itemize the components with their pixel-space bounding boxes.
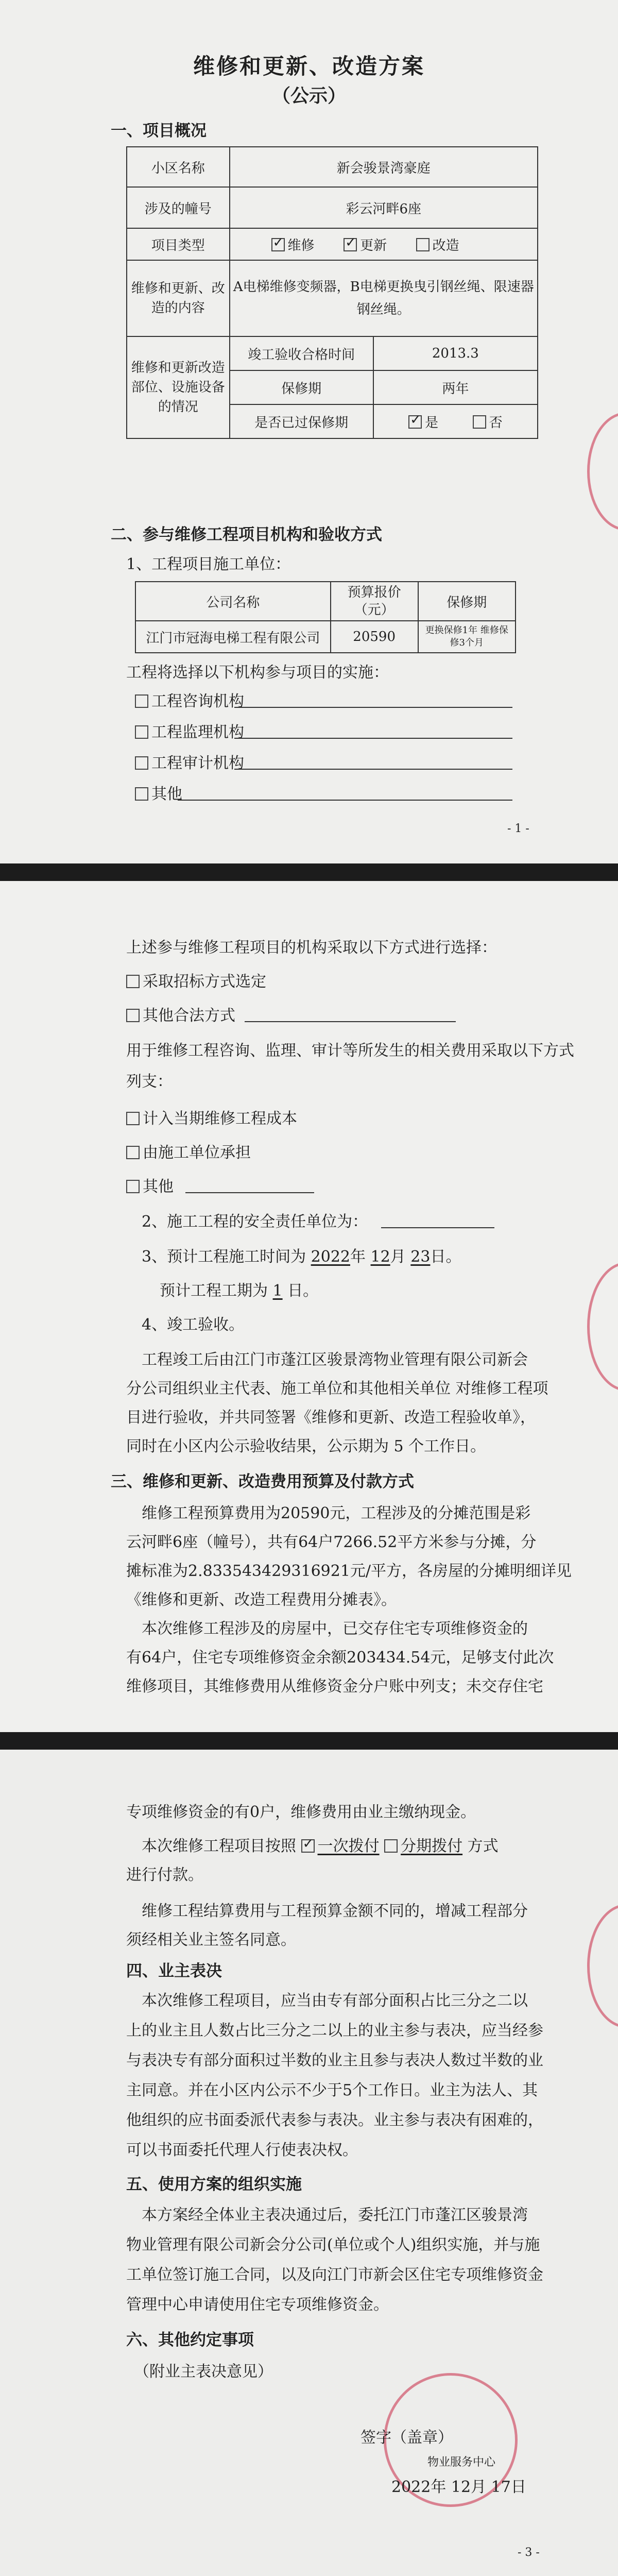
contractor-table — [135, 581, 516, 653]
budget-line-3: 摊标准为2.833543429316921元/平方，各房屋的分摊明细详见 — [126, 1562, 572, 1580]
org-supervision-checkbox[interactable] — [135, 725, 148, 739]
acceptance-line-1: 工程竣工后由江门市蓬江区骏景湾物业管理有限公司新会 — [142, 1351, 528, 1369]
section-6-heading: 六、其他约定事项 — [126, 2331, 254, 2349]
item-3-month-unit: 月 — [390, 1248, 406, 1266]
method-other-checkbox[interactable] — [126, 1009, 140, 1022]
side-seal-3 — [587, 1904, 618, 2028]
type-label: 项目类型 — [127, 228, 230, 260]
content-value: A电梯维修变频器，B电梯更换曳引钢丝绳、限速器钢丝绳。 — [230, 260, 538, 336]
vote-line-3: 与表决专有部分面积过半数的业主且参与表决人数过半数的业 — [126, 2052, 543, 2070]
sign-label: 签字（盖章） — [360, 2429, 453, 2447]
contractor-company: 江门市冠海电梯工程有限公司 — [135, 621, 331, 653]
vote-line-5: 他组织的应书面委派代表参与表决。业主参与表决有困难的， — [126, 2111, 543, 2129]
acceptance-line-2: 分公司组织业主代表、施工单位和其他相关单位 对维修工程项 — [126, 1380, 548, 1398]
date-year-unit: 年 — [431, 2478, 447, 2496]
expired-yes-checkbox[interactable] — [408, 415, 422, 429]
org-other-label: 其他 — [151, 785, 182, 803]
document-subtitle: （公示） — [271, 85, 346, 107]
fee-method-contractor-label: 由施工单位承担 — [143, 1144, 251, 1162]
pay-once-label: 一次拨付 — [317, 1837, 380, 1855]
side-seal-2 — [587, 1262, 618, 1391]
document-page-3 — [0, 1750, 618, 2576]
org-other — [135, 781, 182, 804]
expired-label: 是否已过保修期 — [230, 404, 373, 438]
date-month-unit: 月 — [471, 2478, 487, 2496]
item-2-text: 2、施工工程的安全责任单位为： — [142, 1213, 368, 1231]
pay-once-checkbox[interactable] — [301, 1839, 315, 1853]
budget-line-7: 维修项目，其维修费用从维修资金分户账中列支；未交存住宅 — [126, 1677, 543, 1696]
completion-label: 竣工验收合格时间 — [230, 336, 373, 370]
pay-line-2: 进行付款。 — [126, 1866, 203, 1884]
org-supervision — [135, 719, 244, 742]
section-4-heading: 四、业主表决 — [126, 1962, 222, 1980]
org-audit-label: 工程审计机构 — [151, 754, 244, 772]
period-text — [160, 1278, 318, 1300]
budget-line-5: 本次维修工程涉及的房屋中，已交存住宅专项维修资金的 — [142, 1620, 528, 1638]
impl-line-1: 本方案经全体业主表决通过后，委托江门市蓬江区骏景湾 — [142, 2206, 528, 2224]
page3-line-1: 专项维修资金的有0户，维修费用由业主缴纳现金。 — [126, 1803, 476, 1821]
item-3-month: 12 — [370, 1248, 390, 1266]
type-options — [230, 228, 538, 260]
impl-line-3: 工单位签订施工合同，以及向江门市新会区住宅专项维修资金 — [126, 2266, 543, 2284]
expired-no-label: 否 — [489, 415, 503, 431]
select-method-intro: 上述参与维修工程项目的机构采取以下方式进行选择： — [126, 939, 497, 957]
sign-date — [391, 2474, 526, 2497]
fee-method-other-checkbox[interactable] — [126, 1180, 140, 1193]
org-audit — [135, 750, 244, 773]
pay-installment-label: 分期拨付 — [401, 1837, 463, 1855]
col-warranty-header: 保修期 — [418, 582, 516, 621]
date-day-unit: 日 — [510, 2478, 526, 2496]
budget-line-4: 《维修和更新、改造工程费用分摊表》。 — [126, 1591, 397, 1609]
item-4-text: 4、竣工验收。 — [142, 1316, 245, 1334]
warranty-label: 保修期 — [230, 370, 373, 404]
expired-yes-label: 是 — [425, 415, 439, 431]
page-3-number: - 3 - — [518, 2546, 540, 2559]
col-budget-header: 预算报价（元） — [331, 582, 418, 621]
org-supervision-label: 工程监理机构 — [151, 723, 244, 741]
fee-method-other — [126, 1174, 174, 1196]
type-update-checkbox[interactable] — [344, 238, 357, 251]
type-renovate-checkbox[interactable] — [416, 238, 430, 251]
vote-line-1: 本次维修工程项目，应当由专有部分面积占比三分之二以 — [142, 1992, 528, 2010]
org-supervision-blank[interactable] — [234, 738, 512, 739]
fee-method-cost-checkbox[interactable] — [126, 1112, 140, 1125]
budget-line-2: 云河畔6座（幢号），共有64户7266.52平方米参与分摊，分 — [126, 1533, 537, 1551]
sign-org: 物业服务中心 — [427, 2456, 496, 2469]
date-year: 2022 — [391, 2478, 431, 2496]
select-orgs-text: 工程将选择以下机构参与项目的实施： — [126, 664, 389, 682]
impl-line-2: 物业管理有限公司新会分公司(单位或个人)组织实施，并与施 — [126, 2236, 540, 2254]
type-update-label: 更新 — [360, 238, 387, 253]
completion-value: 2013.3 — [373, 336, 538, 370]
pay-prefix: 本次维修工程项目按照 — [142, 1837, 296, 1855]
section-5-heading: 五、使用方案的组织实施 — [126, 2175, 302, 2194]
org-other-checkbox[interactable] — [135, 787, 148, 801]
fee-method-contractor — [126, 1140, 251, 1162]
method-bidding-checkbox[interactable] — [126, 975, 140, 988]
item-3-day-unit: 日。 — [430, 1248, 461, 1266]
section-3-heading: 三、维修和更新、改造费用预算及付款方式 — [111, 1472, 414, 1491]
budget-line-6: 有64户，住宅专项维修资金余额203434.54元，足够支付此次 — [126, 1649, 554, 1667]
org-consulting-label: 工程咨询机构 — [151, 692, 244, 710]
safety-unit-blank[interactable] — [381, 1227, 494, 1228]
fee-method-cost — [126, 1106, 297, 1128]
item-3-prefix: 3、预计工程施工时间为 — [142, 1248, 306, 1266]
type-repair-checkbox[interactable] — [271, 238, 285, 251]
fee-intro: 用于维修工程咨询、监理、审计等所发生的相关费用采取以下方式列支： — [126, 1042, 574, 1091]
col-company-header: 公司名称 — [135, 582, 331, 621]
budget-line-1: 维修工程预算费用为20590元，工程涉及的分摊范围是彩 — [142, 1504, 531, 1522]
method-bidding-label: 采取招标方式选定 — [143, 973, 266, 991]
acceptance-line-4: 同时在小区内公示验收结果，公示期为 5 个工作日。 — [126, 1437, 486, 1455]
org-consulting — [135, 688, 244, 711]
contractor-warranty: 更换保修1年 维修保修3个月 — [418, 621, 516, 653]
vote-line-2: 上的业主且人数占比三分之二以上的业主参与表决，应当经参 — [126, 2022, 543, 2040]
org-other-blank[interactable] — [178, 800, 512, 801]
item-3-year-unit: 年 — [350, 1248, 366, 1266]
period-prefix: 预计工程工期为 — [160, 1282, 268, 1300]
fee-method-cost-label: 计入当期维修工程成本 — [143, 1110, 297, 1128]
date-month: 12 — [451, 2478, 471, 2496]
item-3-day: 23 — [410, 1248, 431, 1266]
expired-options — [373, 404, 538, 438]
document-title: 维修和更新、改造方案 — [193, 54, 425, 79]
method-other-blank[interactable] — [245, 1021, 456, 1022]
acceptance-line-3: 目进行验收，并共同签署《维修和更新、改造工程验收单》， — [126, 1409, 536, 1427]
expired-no-checkbox[interactable] — [473, 415, 486, 429]
fee-method-other-label: 其他 — [143, 1178, 174, 1196]
overview-table — [126, 146, 538, 439]
org-audit-checkbox[interactable] — [135, 756, 148, 770]
community-value: 新会骏景湾豪庭 — [230, 147, 538, 187]
pay-installment-checkbox[interactable] — [384, 1839, 398, 1853]
building-value: 彩云河畔6座 — [230, 187, 538, 228]
type-renovate-label: 改造 — [432, 238, 459, 253]
attachment-note: （附业主表决意见） — [134, 2363, 273, 2381]
item-3-text — [142, 1244, 461, 1266]
vote-line-6: 可以书面委托代理人行使表决权。 — [126, 2141, 358, 2159]
document-page-1 — [0, 0, 618, 863]
period-value: 1 — [272, 1282, 283, 1300]
fee-method-other-blank[interactable] — [185, 1192, 314, 1193]
diff-line-2: 须经相关业主签名同意。 — [126, 1931, 296, 1949]
type-repair-label: 维修 — [287, 238, 315, 253]
org-consulting-checkbox[interactable] — [135, 694, 148, 708]
method-other-label: 其他合法方式 — [143, 1007, 235, 1025]
contractor-budget: 20590 — [331, 621, 418, 653]
pay-suffix: 方式 — [467, 1837, 499, 1855]
date-day: 17 — [491, 2478, 511, 2496]
warranty-value: 两年 — [373, 370, 538, 404]
fee-method-contractor-checkbox[interactable] — [126, 1146, 140, 1159]
content-label: 维修和更新、改造的内容 — [127, 260, 230, 336]
parts-label: 维修和更新改造部位、设施设备的情况 — [127, 336, 230, 438]
page-1-number: - 1 - — [507, 822, 529, 835]
item-1-text: 1、工程项目施工单位： — [126, 555, 291, 573]
item-3-year: 2022 — [311, 1248, 350, 1266]
org-consulting-blank[interactable] — [234, 707, 512, 708]
method-other — [126, 1003, 235, 1025]
building-label: 涉及的幢号 — [127, 187, 230, 228]
org-audit-blank[interactable] — [234, 769, 512, 770]
section-1-heading: 一、项目概况 — [111, 122, 207, 140]
community-label: 小区名称 — [127, 147, 230, 187]
period-suffix: 日。 — [287, 1282, 319, 1300]
side-seal-1 — [587, 412, 618, 531]
section-2-heading: 二、参与维修工程项目机构和验收方式 — [111, 526, 382, 544]
document-page-2 — [0, 881, 618, 1732]
vote-line-4: 主同意。并在小区内公示不少于5个工作日。业主为法人、其 — [126, 2081, 538, 2099]
payment-method-line — [142, 1833, 499, 1856]
diff-line-1: 维修工程结算费用与工程预算金额不同的，增减工程部分 — [142, 1902, 528, 1920]
method-bidding — [126, 969, 266, 991]
impl-line-4: 管理中心申请使用住宅专项维修资金。 — [126, 2296, 389, 2314]
